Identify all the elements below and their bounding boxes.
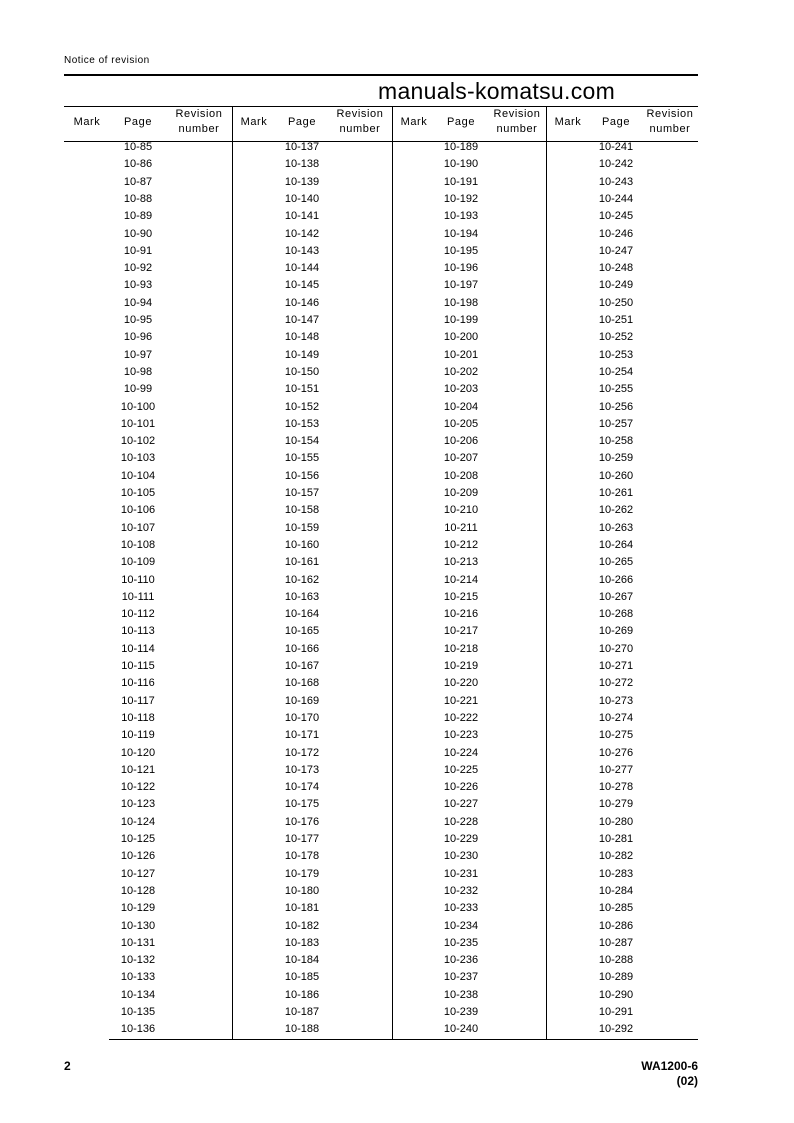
page-cell: 10-180 bbox=[284, 884, 320, 897]
page-cell: 10-200 bbox=[443, 331, 479, 344]
page-cell: 10-172 bbox=[284, 746, 320, 759]
page-cell: 10-272 bbox=[598, 677, 634, 690]
page-cell: 10-131 bbox=[120, 936, 156, 949]
page-cell: 10-233 bbox=[443, 902, 479, 915]
page-cell: 10-229 bbox=[443, 833, 479, 845]
page-cell: 10-230 bbox=[443, 850, 479, 863]
page-cell: 10-176 bbox=[284, 815, 320, 828]
page-cell: 10-147 bbox=[284, 314, 320, 326]
page-cell: 10-123 bbox=[120, 798, 156, 811]
page-cell: 10-98 bbox=[123, 365, 153, 378]
page-cell: 10-153 bbox=[284, 417, 320, 430]
page-cell: 10-124 bbox=[120, 815, 156, 828]
page-cell: 10-239 bbox=[443, 1006, 479, 1018]
page-cell: 10-211 bbox=[444, 521, 478, 534]
column-divider bbox=[546, 106, 547, 1040]
page-cell: 10-234 bbox=[443, 919, 479, 932]
page-cell: 10-194 bbox=[443, 227, 479, 240]
page-cell: 10-276 bbox=[598, 746, 634, 759]
page-cell: 10-201 bbox=[443, 348, 479, 361]
page-cell: 10-277 bbox=[598, 763, 634, 776]
page-cell: 10-140 bbox=[284, 192, 320, 205]
watermark: manuals-komatsu.com bbox=[378, 78, 616, 104]
page-cell: 10-173 bbox=[284, 763, 320, 776]
page-cell: 10-260 bbox=[598, 469, 634, 482]
page-cell: 10-249 bbox=[598, 279, 634, 292]
page-cell: 10-268 bbox=[598, 608, 634, 621]
page-cell: 10-183 bbox=[284, 936, 320, 949]
page-cell: 10-109 bbox=[120, 556, 156, 569]
page-cell: 10-209 bbox=[443, 487, 479, 499]
page-cell: 10-156 bbox=[284, 469, 320, 482]
page-cell: 10-273 bbox=[598, 694, 634, 707]
page-cell: 10-235 bbox=[443, 936, 479, 949]
page-cell: 10-117 bbox=[121, 694, 155, 707]
page-cell: 10-189 bbox=[443, 141, 479, 153]
column-header-revision bbox=[640, 107, 700, 137]
page-cell: 10-219 bbox=[443, 660, 479, 672]
page-cell: 10-166 bbox=[284, 642, 320, 655]
column-header-page: Page bbox=[446, 116, 476, 128]
column-divider bbox=[232, 106, 233, 1040]
page-cell: 10-247 bbox=[598, 244, 634, 257]
page-cell: 10-130 bbox=[120, 919, 156, 932]
page-cell: 10-214 bbox=[443, 573, 479, 586]
model-info bbox=[641, 1059, 698, 1089]
page-cell: 10-244 bbox=[598, 192, 634, 205]
page-cell: 10-279 bbox=[598, 798, 634, 811]
page-cell: 10-241 bbox=[598, 141, 634, 153]
page-cell: 10-119 bbox=[121, 729, 155, 742]
edition: (02) bbox=[676, 1074, 698, 1088]
page-cell: 10-164 bbox=[284, 608, 320, 621]
page-cell: 10-113 bbox=[121, 625, 155, 638]
page-cell: 10-128 bbox=[120, 884, 156, 897]
page-cell: 10-137 bbox=[284, 141, 320, 153]
page-cell: 10-95 bbox=[123, 314, 153, 326]
page-cell: 10-231 bbox=[443, 867, 479, 880]
page-cell: 10-228 bbox=[443, 815, 479, 828]
page-cell: 10-192 bbox=[443, 192, 479, 205]
page-cell: 10-152 bbox=[284, 400, 320, 413]
page-cell: 10-278 bbox=[598, 781, 634, 794]
page-cell: 10-100 bbox=[120, 400, 156, 413]
page-cell: 10-116 bbox=[121, 677, 155, 690]
page-cell: 10-163 bbox=[284, 590, 320, 603]
column-header-mark: Mark bbox=[400, 116, 428, 128]
page-cell: 10-160 bbox=[284, 538, 320, 551]
page-cell: 10-169 bbox=[284, 694, 320, 707]
page-cell: 10-258 bbox=[598, 435, 634, 448]
table-bottom-rule bbox=[109, 1039, 698, 1040]
page-cell: 10-168 bbox=[284, 677, 320, 690]
page-cell: 10-103 bbox=[120, 452, 156, 465]
section-title: Notice of revision bbox=[64, 55, 150, 66]
column-header-revision bbox=[169, 107, 229, 137]
page-cell: 10-226 bbox=[443, 781, 479, 794]
page-cell: 10-94 bbox=[123, 296, 153, 309]
page-cell: 10-270 bbox=[598, 642, 634, 655]
number-label: number bbox=[178, 123, 220, 135]
page-cell: 10-132 bbox=[120, 954, 156, 967]
column-header-page: Page bbox=[601, 116, 631, 128]
page-cell: 10-144 bbox=[284, 262, 320, 275]
column-header-page: Page bbox=[123, 116, 153, 128]
page-cell: 10-99 bbox=[123, 383, 153, 396]
page-cell: 10-87 bbox=[123, 175, 153, 188]
page-cell: 10-291 bbox=[598, 1006, 634, 1018]
page-cell: 10-133 bbox=[120, 971, 156, 984]
page-cell: 10-142 bbox=[284, 227, 320, 240]
column-header-mark: Mark bbox=[240, 116, 268, 128]
page-cell: 10-202 bbox=[443, 365, 479, 378]
page-cell: 10-283 bbox=[598, 867, 634, 880]
page-cell: 10-120 bbox=[120, 746, 156, 759]
page-cell: 10-118 bbox=[121, 711, 155, 724]
page-cell: 10-206 bbox=[443, 435, 479, 448]
page-cell: 10-262 bbox=[598, 504, 634, 517]
page-cell: 10-243 bbox=[598, 175, 634, 188]
page-cell: 10-135 bbox=[120, 1006, 156, 1018]
page-cell: 10-157 bbox=[284, 487, 320, 499]
page-cell: 10-224 bbox=[443, 746, 479, 759]
page-cell: 10-91 bbox=[123, 244, 153, 257]
page-cell: 10-139 bbox=[284, 175, 320, 188]
page-cell: 10-162 bbox=[284, 573, 320, 586]
page-cell: 10-220 bbox=[443, 677, 479, 690]
page-cell: 10-178 bbox=[284, 850, 320, 863]
page-cell: 10-90 bbox=[123, 227, 153, 240]
page-cell: 10-174 bbox=[284, 781, 320, 794]
page-cell: 10-271 bbox=[598, 660, 634, 672]
page-cell: 10-290 bbox=[598, 988, 634, 1001]
page-cell: 10-225 bbox=[443, 763, 479, 776]
page-cell: 10-115 bbox=[121, 660, 155, 672]
page-cell: 10-85 bbox=[123, 141, 153, 153]
page-cell: 10-255 bbox=[598, 383, 634, 396]
page-cell: 10-246 bbox=[598, 227, 634, 240]
page-cell: 10-122 bbox=[120, 781, 156, 794]
page-cell: 10-238 bbox=[443, 988, 479, 1001]
page-cell: 10-93 bbox=[123, 279, 153, 292]
page-cell: 10-216 bbox=[443, 608, 479, 621]
page-cell: 10-289 bbox=[598, 971, 634, 984]
page-cell: 10-96 bbox=[123, 331, 153, 344]
page-cell: 10-222 bbox=[443, 711, 479, 724]
page-cell: 10-213 bbox=[443, 556, 479, 569]
page-cell: 10-161 bbox=[284, 556, 320, 569]
page-cell: 10-248 bbox=[598, 262, 634, 275]
page-cell: 10-240 bbox=[443, 1023, 479, 1036]
page-cell: 10-148 bbox=[284, 331, 320, 344]
page-cell: 10-89 bbox=[123, 210, 153, 223]
column-divider bbox=[392, 106, 393, 1040]
page-cell: 10-171 bbox=[284, 729, 320, 742]
column-header-revision bbox=[330, 107, 390, 137]
page-cell: 10-212 bbox=[443, 538, 479, 551]
page-cell: 10-274 bbox=[598, 711, 634, 724]
page-cell: 10-149 bbox=[284, 348, 320, 361]
page-cell: 10-143 bbox=[284, 244, 320, 257]
page-cell: 10-125 bbox=[120, 833, 156, 845]
page-cell: 10-197 bbox=[443, 279, 479, 292]
page-cell: 10-196 bbox=[443, 262, 479, 275]
page-cell: 10-88 bbox=[123, 192, 153, 205]
page-cell: 10-191 bbox=[443, 175, 479, 188]
page-cell: 10-236 bbox=[443, 954, 479, 967]
page-cell: 10-269 bbox=[598, 625, 634, 638]
page-cell: 10-288 bbox=[598, 954, 634, 967]
number-label: number bbox=[649, 123, 691, 135]
page-cell: 10-150 bbox=[284, 365, 320, 378]
page-cell: 10-265 bbox=[598, 556, 634, 569]
page-cell: 10-217 bbox=[443, 625, 479, 638]
number-label: number bbox=[339, 123, 381, 135]
page-cell: 10-245 bbox=[598, 210, 634, 223]
column-header-mark: Mark bbox=[73, 116, 101, 128]
page-cell: 10-210 bbox=[443, 504, 479, 517]
page-cell: 10-257 bbox=[598, 417, 634, 430]
page-cell: 10-198 bbox=[443, 296, 479, 309]
page-cell: 10-126 bbox=[120, 850, 156, 863]
page-cell: 10-170 bbox=[284, 711, 320, 724]
page-cell: 10-282 bbox=[598, 850, 634, 863]
model-name: WA1200-6 bbox=[641, 1059, 698, 1073]
page-cell: 10-92 bbox=[123, 262, 153, 275]
page-cell: 10-286 bbox=[598, 919, 634, 932]
page-cell: 10-121 bbox=[120, 763, 156, 776]
page-cell: 10-179 bbox=[284, 867, 320, 880]
page-cell: 10-232 bbox=[443, 884, 479, 897]
page-cell: 10-101 bbox=[120, 417, 156, 430]
page-cell: 10-204 bbox=[443, 400, 479, 413]
page-cell: 10-267 bbox=[598, 590, 634, 603]
page-number: 2 bbox=[64, 1059, 71, 1073]
revision-label: Revision bbox=[646, 108, 694, 120]
header-rule bbox=[64, 74, 698, 76]
page-cell: 10-134 bbox=[120, 988, 156, 1001]
page-cell: 10-108 bbox=[120, 538, 156, 551]
page-cell: 10-177 bbox=[284, 833, 320, 845]
page-cell: 10-112 bbox=[121, 608, 155, 621]
revision-label: Revision bbox=[493, 108, 541, 120]
page-cell: 10-264 bbox=[598, 538, 634, 551]
revision-label: Revision bbox=[336, 108, 384, 120]
page-cell: 10-165 bbox=[284, 625, 320, 638]
revision-label: Revision bbox=[175, 108, 223, 120]
page-cell: 10-141 bbox=[284, 210, 320, 223]
page-cell: 10-136 bbox=[120, 1023, 156, 1036]
page-cell: 10-146 bbox=[284, 296, 320, 309]
page-cell: 10-186 bbox=[284, 988, 320, 1001]
page-cell: 10-106 bbox=[120, 504, 156, 517]
page-cell: 10-110 bbox=[121, 573, 155, 586]
page-cell: 10-251 bbox=[598, 314, 634, 326]
page-cell: 10-199 bbox=[443, 314, 479, 326]
page-cell: 10-154 bbox=[284, 435, 320, 448]
page-cell: 10-167 bbox=[284, 660, 320, 672]
page-cell: 10-151 bbox=[284, 383, 320, 396]
page-cell: 10-114 bbox=[121, 642, 155, 655]
column-header-revision bbox=[487, 107, 547, 137]
page-cell: 10-129 bbox=[120, 902, 156, 915]
page-cell: 10-181 bbox=[284, 902, 320, 915]
page-cell: 10-188 bbox=[284, 1023, 320, 1036]
page-cell: 10-266 bbox=[598, 573, 634, 586]
page-cell: 10-207 bbox=[443, 452, 479, 465]
page-cell: 10-111 bbox=[121, 590, 155, 603]
page-cell: 10-221 bbox=[443, 694, 479, 707]
page-cell: 10-275 bbox=[598, 729, 634, 742]
page-cell: 10-187 bbox=[284, 1006, 320, 1018]
page-cell: 10-242 bbox=[598, 158, 634, 171]
page-cell: 10-155 bbox=[284, 452, 320, 465]
page-cell: 10-138 bbox=[284, 158, 320, 171]
page-cell: 10-185 bbox=[284, 971, 320, 984]
page-cell: 10-292 bbox=[598, 1023, 634, 1036]
page-cell: 10-205 bbox=[443, 417, 479, 430]
page-cell: 10-237 bbox=[443, 971, 479, 984]
page-cell: 10-215 bbox=[443, 590, 479, 603]
page-cell: 10-86 bbox=[123, 158, 153, 171]
page-cell: 10-263 bbox=[598, 521, 634, 534]
page-cell: 10-261 bbox=[598, 487, 634, 499]
page-cell: 10-254 bbox=[598, 365, 634, 378]
page-cell: 10-203 bbox=[443, 383, 479, 396]
page-cell: 10-250 bbox=[598, 296, 634, 309]
page-cell: 10-208 bbox=[443, 469, 479, 482]
page-cell: 10-287 bbox=[598, 936, 634, 949]
page-cell: 10-256 bbox=[598, 400, 634, 413]
number-label: number bbox=[496, 123, 538, 135]
page-cell: 10-253 bbox=[598, 348, 634, 361]
page-cell: 10-281 bbox=[598, 833, 634, 845]
column-header-page: Page bbox=[287, 116, 317, 128]
page-cell: 10-104 bbox=[120, 469, 156, 482]
page-cell: 10-145 bbox=[284, 279, 320, 292]
column-header-mark: Mark bbox=[554, 116, 582, 128]
page-cell: 10-105 bbox=[120, 487, 156, 499]
page-cell: 10-218 bbox=[443, 642, 479, 655]
page-cell: 10-223 bbox=[443, 729, 479, 742]
page-cell: 10-285 bbox=[598, 902, 634, 915]
page-cell: 10-158 bbox=[284, 504, 320, 517]
page-cell: 10-193 bbox=[443, 210, 479, 223]
page-cell: 10-184 bbox=[284, 954, 320, 967]
page-cell: 10-284 bbox=[598, 884, 634, 897]
page-cell: 10-182 bbox=[284, 919, 320, 932]
page-cell: 10-190 bbox=[443, 158, 479, 171]
page-cell: 10-195 bbox=[443, 244, 479, 257]
page-cell: 10-280 bbox=[598, 815, 634, 828]
page-cell: 10-127 bbox=[120, 867, 156, 880]
page-cell: 10-175 bbox=[284, 798, 320, 811]
page-cell: 10-159 bbox=[284, 521, 320, 534]
page-cell: 10-97 bbox=[123, 348, 153, 361]
page-cell: 10-102 bbox=[120, 435, 156, 448]
page-cell: 10-252 bbox=[598, 331, 634, 344]
page-cell: 10-227 bbox=[443, 798, 479, 811]
page-cell: 10-259 bbox=[598, 452, 634, 465]
page-cell: 10-107 bbox=[120, 521, 156, 534]
